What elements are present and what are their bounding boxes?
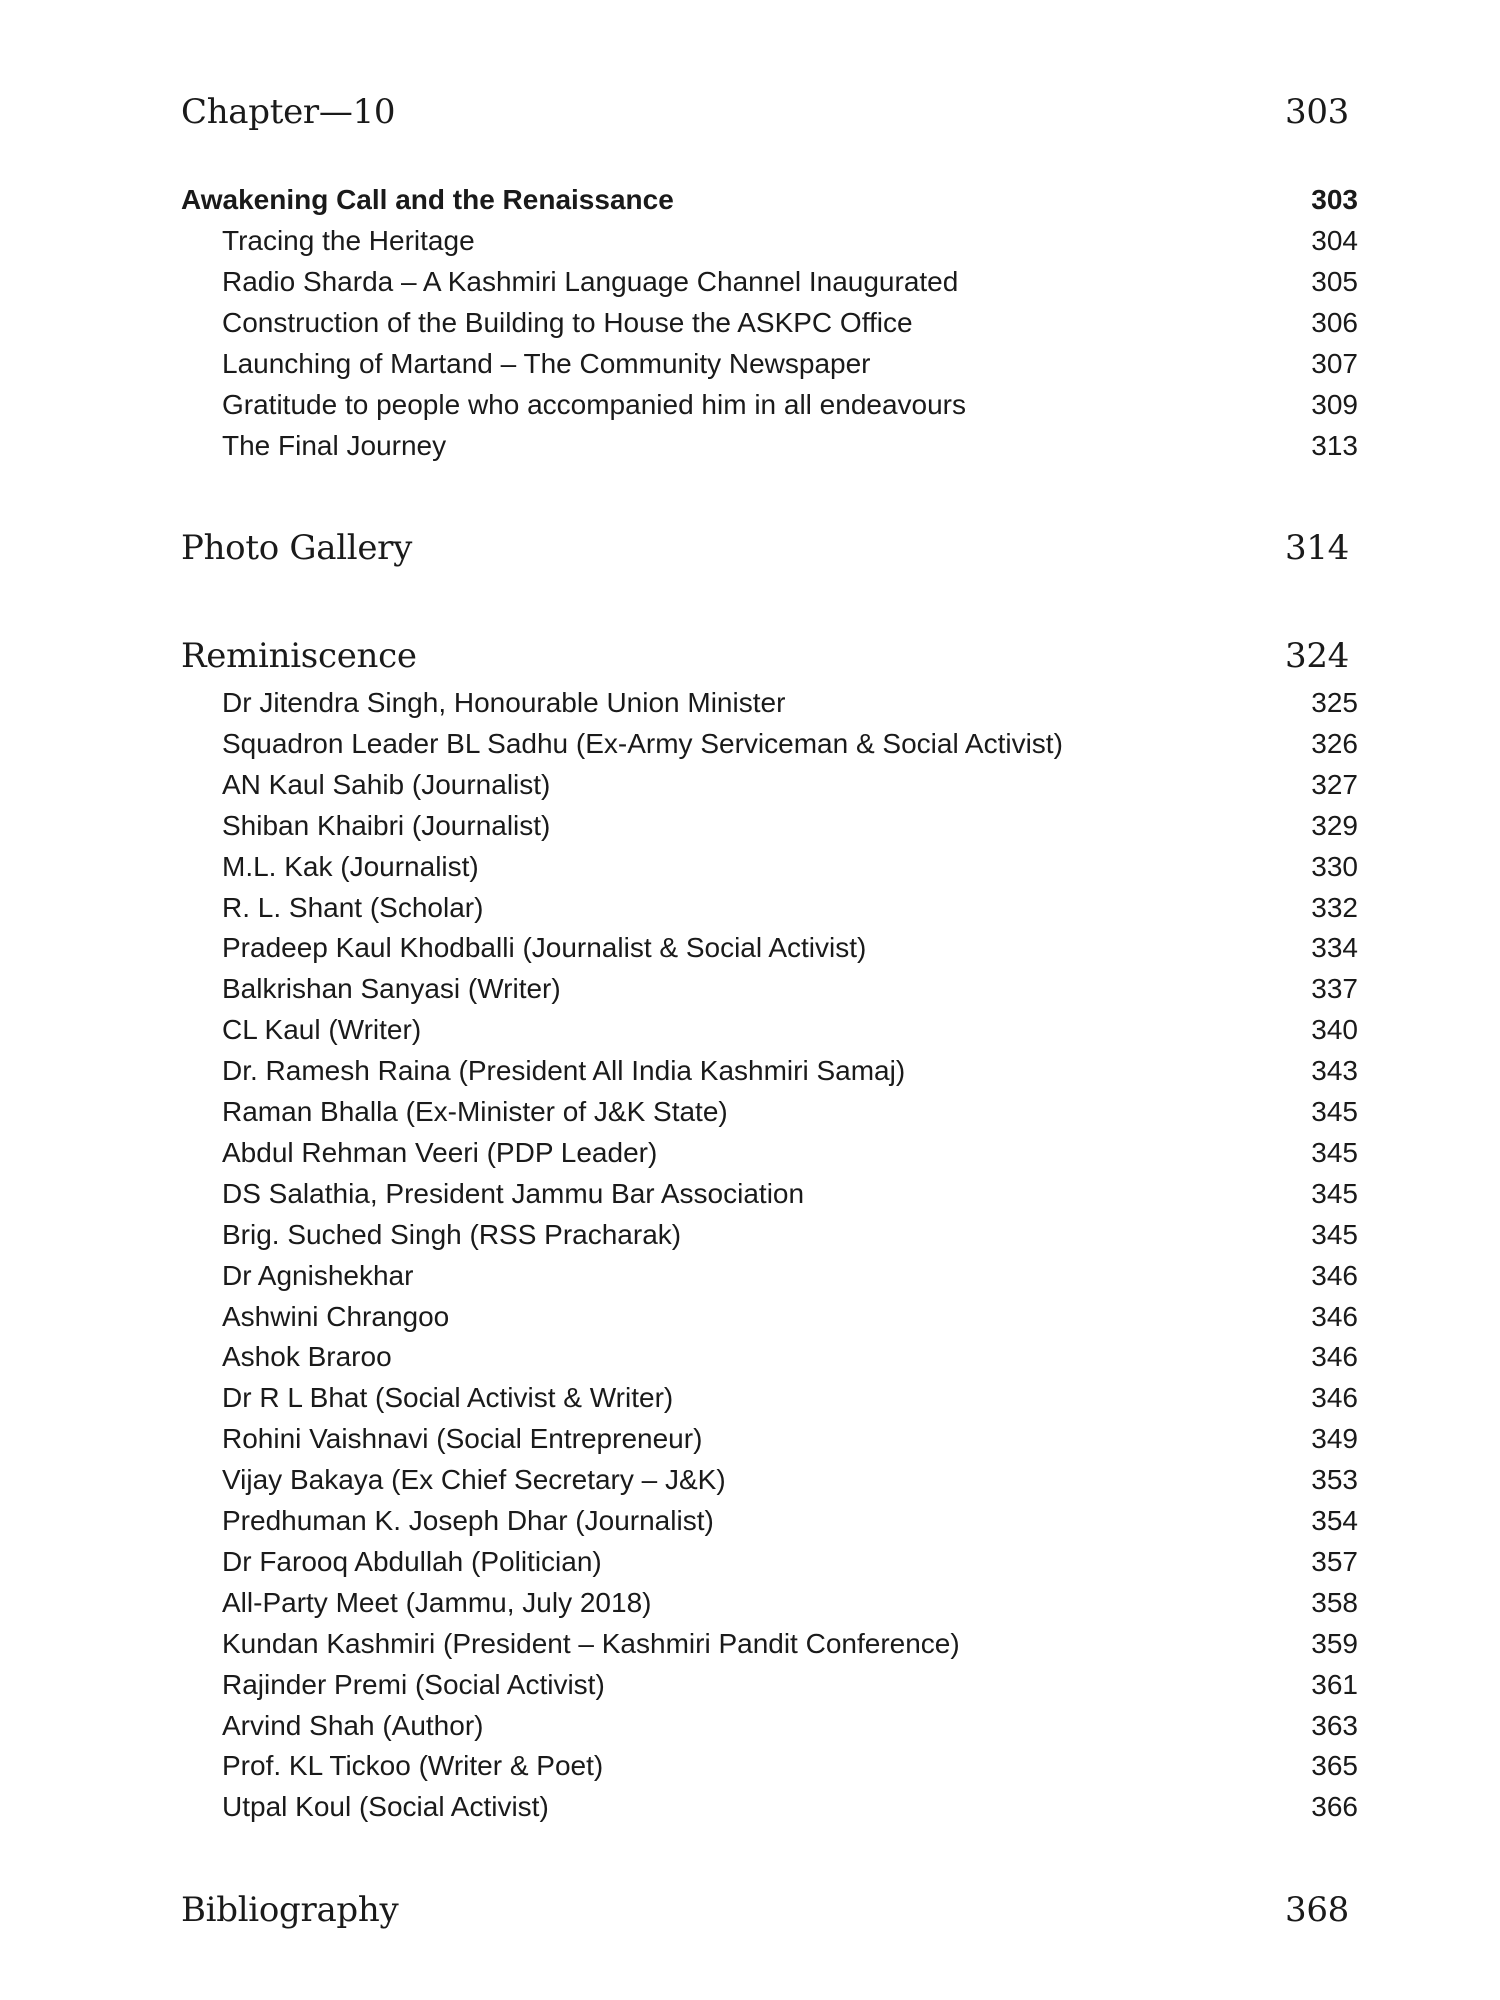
entry-title: Rohini Vaishnavi (Social Entrepreneur) bbox=[222, 1423, 703, 1454]
entry-title: Predhuman K. Joseph Dhar (Journalist) bbox=[222, 1505, 714, 1536]
toc-entry bbox=[222, 1301, 1358, 1333]
entry-title: The Final Journey bbox=[222, 430, 447, 461]
bibliography-page: 368 bbox=[1285, 1890, 1349, 1930]
entry-title: Shiban Khaibri (Journalist) bbox=[222, 810, 551, 841]
bibliography-title: Bibliography bbox=[181, 1890, 399, 1930]
toc-entry bbox=[222, 266, 1358, 298]
toc-entry bbox=[222, 1750, 1358, 1782]
entry-page: 313 bbox=[1311, 430, 1358, 461]
toc-entry bbox=[222, 687, 1358, 719]
photo-gallery-page: 314 bbox=[1285, 528, 1349, 568]
toc-entry bbox=[222, 225, 1358, 257]
reminiscence-title: Reminiscence bbox=[181, 636, 417, 676]
toc-entry bbox=[222, 932, 1358, 964]
entry-page: 358 bbox=[1311, 1587, 1358, 1618]
entry-title: M.L. Kak (Journalist) bbox=[222, 851, 479, 882]
entry-page: 325 bbox=[1311, 687, 1358, 718]
section-title: Awakening Call and the Renaissance bbox=[181, 184, 674, 215]
entry-title: CL Kaul (Writer) bbox=[222, 1014, 422, 1045]
entry-page: 337 bbox=[1311, 973, 1358, 1004]
entry-title: All-Party Meet (Jammu, July 2018) bbox=[222, 1587, 652, 1618]
entry-title: Dr Farooq Abdullah (Politician) bbox=[222, 1546, 602, 1577]
entry-title: R. L. Shant (Scholar) bbox=[222, 892, 484, 923]
entry-page: 340 bbox=[1311, 1014, 1358, 1045]
entry-title: Utpal Koul (Social Activist) bbox=[222, 1791, 549, 1822]
toc-entry bbox=[222, 1505, 1358, 1537]
entry-page: 304 bbox=[1311, 225, 1358, 256]
entry-page: 363 bbox=[1311, 1710, 1358, 1741]
toc-entry bbox=[222, 810, 1358, 842]
toc-entry bbox=[222, 769, 1358, 801]
photo-gallery-heading bbox=[181, 528, 1349, 568]
toc-entry bbox=[222, 1382, 1358, 1414]
toc-entry bbox=[222, 892, 1358, 924]
entry-title: DS Salathia, President Jammu Bar Association bbox=[222, 1178, 805, 1209]
entry-page: 345 bbox=[1311, 1178, 1358, 1209]
entry-title: Gratitude to people who accompanied him in all endeavours bbox=[222, 389, 967, 420]
toc-entry bbox=[222, 1137, 1358, 1169]
entry-page: 354 bbox=[1311, 1505, 1358, 1536]
entry-page: 309 bbox=[1311, 389, 1358, 420]
entry-title: Abdul Rehman Veeri (PDP Leader) bbox=[222, 1137, 658, 1168]
entry-page: 345 bbox=[1311, 1137, 1358, 1168]
entry-title: Pradeep Kaul Khodballi (Journalist & Social Activist) bbox=[222, 932, 867, 963]
entry-page: 346 bbox=[1311, 1260, 1358, 1291]
entry-title: Construction of the Building to House the ASKPC Office bbox=[222, 307, 913, 338]
photo-gallery-title: Photo Gallery bbox=[181, 528, 413, 568]
entry-title: Radio Sharda – A Kashmiri Language Channel Inaugurated bbox=[222, 266, 959, 297]
toc-entry bbox=[222, 389, 1358, 421]
toc-entry bbox=[222, 1055, 1358, 1087]
chapter-title: Chapter—10 bbox=[181, 92, 396, 132]
entry-title: Vijay Bakaya (Ex Chief Secretary – J&K) bbox=[222, 1464, 726, 1495]
entry-page: 349 bbox=[1311, 1423, 1358, 1454]
entry-page: 307 bbox=[1311, 348, 1358, 379]
toc-entry bbox=[222, 307, 1358, 339]
toc-entry bbox=[222, 1341, 1358, 1373]
toc-entry bbox=[222, 973, 1358, 1005]
entry-title: Dr Agnishekhar bbox=[222, 1260, 414, 1291]
entry-title: Dr R L Bhat (Social Activist & Writer) bbox=[222, 1382, 674, 1413]
toc-entry bbox=[222, 1546, 1358, 1578]
entry-title: Kundan Kashmiri (President – Kashmiri Pandit Conference) bbox=[222, 1628, 960, 1659]
reminiscence-page: 324 bbox=[1285, 636, 1349, 676]
entry-title: AN Kaul Sahib (Journalist) bbox=[222, 769, 551, 800]
toc-entry bbox=[222, 728, 1358, 760]
entry-title: Squadron Leader BL Sadhu (Ex-Army Serviceman & Social Activist) bbox=[222, 728, 1063, 759]
entry-title: Balkrishan Sanyasi (Writer) bbox=[222, 973, 561, 1004]
section-page: 303 bbox=[1311, 184, 1358, 215]
entry-page: 345 bbox=[1311, 1096, 1358, 1127]
entry-page: 326 bbox=[1311, 728, 1358, 759]
entry-title: Prof. KL Tickoo (Writer & Poet) bbox=[222, 1750, 604, 1781]
entry-page: 361 bbox=[1311, 1669, 1358, 1700]
toc-entry bbox=[222, 1014, 1358, 1046]
entry-title: Dr. Ramesh Raina (President All India Kashmiri Samaj) bbox=[222, 1055, 906, 1086]
entry-page: 357 bbox=[1311, 1546, 1358, 1577]
toc-entry bbox=[222, 851, 1358, 883]
entry-page: 365 bbox=[1311, 1750, 1358, 1781]
toc-entry bbox=[222, 1628, 1358, 1660]
toc-entry bbox=[222, 348, 1358, 380]
toc-entry bbox=[222, 1669, 1358, 1701]
entry-title: Ashwini Chrangoo bbox=[222, 1301, 450, 1332]
entry-page: 359 bbox=[1311, 1628, 1358, 1659]
entry-title: Dr Jitendra Singh, Honourable Union Minister bbox=[222, 687, 786, 718]
toc-entry bbox=[222, 1791, 1358, 1823]
entry-page: 346 bbox=[1311, 1301, 1358, 1332]
entry-page: 343 bbox=[1311, 1055, 1358, 1086]
chapter-page: 303 bbox=[1285, 92, 1349, 132]
entry-page: 334 bbox=[1311, 932, 1358, 963]
entry-page: 345 bbox=[1311, 1219, 1358, 1250]
entry-page: 346 bbox=[1311, 1341, 1358, 1372]
reminiscence-heading bbox=[181, 636, 1349, 676]
entry-page: 330 bbox=[1311, 851, 1358, 882]
toc-entry bbox=[222, 1464, 1358, 1496]
entry-page: 366 bbox=[1311, 1791, 1358, 1822]
toc-entry bbox=[222, 1178, 1358, 1210]
entry-page: 346 bbox=[1311, 1382, 1358, 1413]
entry-title: Brig. Suched Singh (RSS Pracharak) bbox=[222, 1219, 682, 1250]
toc-entry bbox=[222, 430, 1358, 462]
chapter-heading bbox=[181, 92, 1349, 132]
toc-entry bbox=[222, 1096, 1358, 1128]
entry-page: 327 bbox=[1311, 769, 1358, 800]
toc-entry bbox=[222, 1710, 1358, 1742]
toc-entry bbox=[222, 1219, 1358, 1251]
entry-page: 332 bbox=[1311, 892, 1358, 923]
entry-page: 329 bbox=[1311, 810, 1358, 841]
section-heading bbox=[181, 184, 1358, 216]
entry-page: 306 bbox=[1311, 307, 1358, 338]
entry-title: Raman Bhalla (Ex-Minister of J&K State) bbox=[222, 1096, 728, 1127]
bibliography-heading bbox=[181, 1890, 1349, 1930]
toc-entry bbox=[222, 1423, 1358, 1455]
toc-entry bbox=[222, 1260, 1358, 1292]
entry-title: Ashok Braroo bbox=[222, 1341, 392, 1372]
entry-page: 353 bbox=[1311, 1464, 1358, 1495]
toc-entry bbox=[222, 1587, 1358, 1619]
entry-page: 305 bbox=[1311, 266, 1358, 297]
entry-title: Launching of Martand – The Community Newspaper bbox=[222, 348, 871, 379]
entry-title: Tracing the Heritage bbox=[222, 225, 475, 256]
entry-title: Arvind Shah (Author) bbox=[222, 1710, 484, 1741]
entry-title: Rajinder Premi (Social Activist) bbox=[222, 1669, 605, 1700]
